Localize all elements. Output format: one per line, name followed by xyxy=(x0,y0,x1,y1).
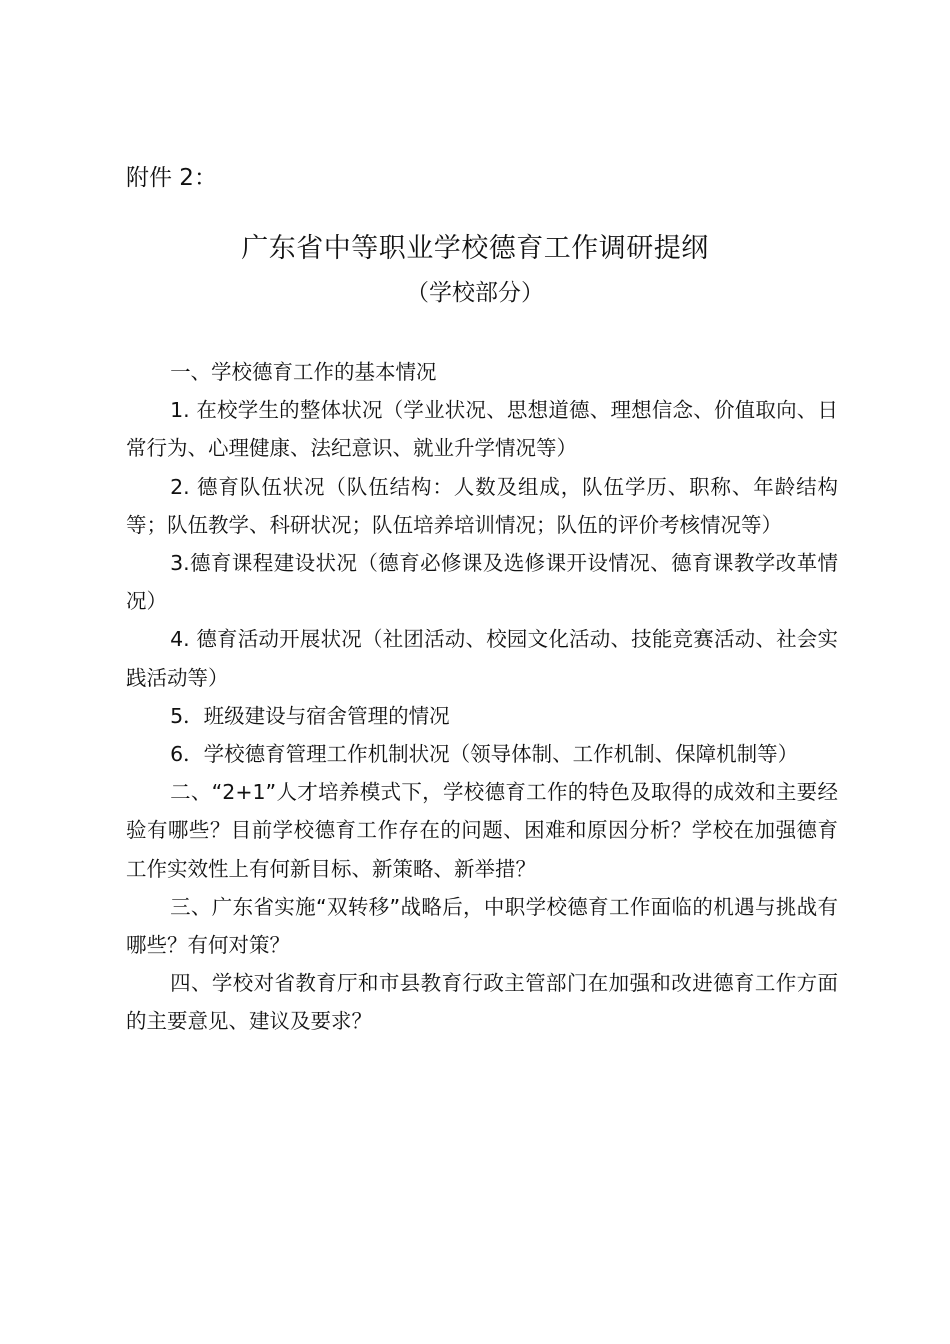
section-heading-basic-situation: 一、学校德育工作的基本情况 xyxy=(170,360,437,384)
document-title: 广东省中等职业学校德育工作调研提纲 xyxy=(241,233,709,264)
item-staff-status: 2. 德育队伍状况（队伍结构：人数及组成，队伍学历、职称、年龄结构等；队伍教学、科研状况；队伍培养培训情况；队伍的评价考核情况等） xyxy=(126,474,838,537)
section-suggestions: 四、学校对省教育厅和市县教育行政主管部门在加强和改进德育工作方面的主要意见、建议及要求？ xyxy=(126,971,838,1034)
item-curriculum-status: 3.德育课程建设状况（德育必修课及选修课开设情况、德育课教学改革情况） xyxy=(126,551,838,614)
section-training-model: 二、“2+1”人才培养模式下，学校德育工作的特色及取得的成效和主要经验有哪些？目前学校德育工作存在的问题、困难和原因分析？学校在加强德育工作实效性上有何新目标、新策略、新举措？ xyxy=(126,780,838,881)
document-subtitle: （学校部分） xyxy=(406,280,544,306)
item-activities-status: 4. 德育活动开展状况（社团活动、校园文化活动、技能竞赛活动、社会实践活动等） xyxy=(126,627,838,690)
section-dual-transfer: 三、广东省实施“双转移”战略后，中职学校德育工作面临的机遇与挑战有哪些？有何对策？ xyxy=(126,894,838,958)
document-body xyxy=(126,353,838,1041)
attachment-label: 附件 2： xyxy=(126,165,217,191)
item-class-dormitory: 5．班级建设与宿舍管理的情况 xyxy=(170,703,450,728)
item-student-status: 1. 在校学生的整体状况（学业状况、思想道德、理想信念、价值取向、日常行为、心理健康、法纪意识、就业升学情况等） xyxy=(126,398,838,461)
item-management-mechanism: 6．学校德育管理工作机制状况（领导体制、工作机制、保障机制等） xyxy=(170,742,799,767)
